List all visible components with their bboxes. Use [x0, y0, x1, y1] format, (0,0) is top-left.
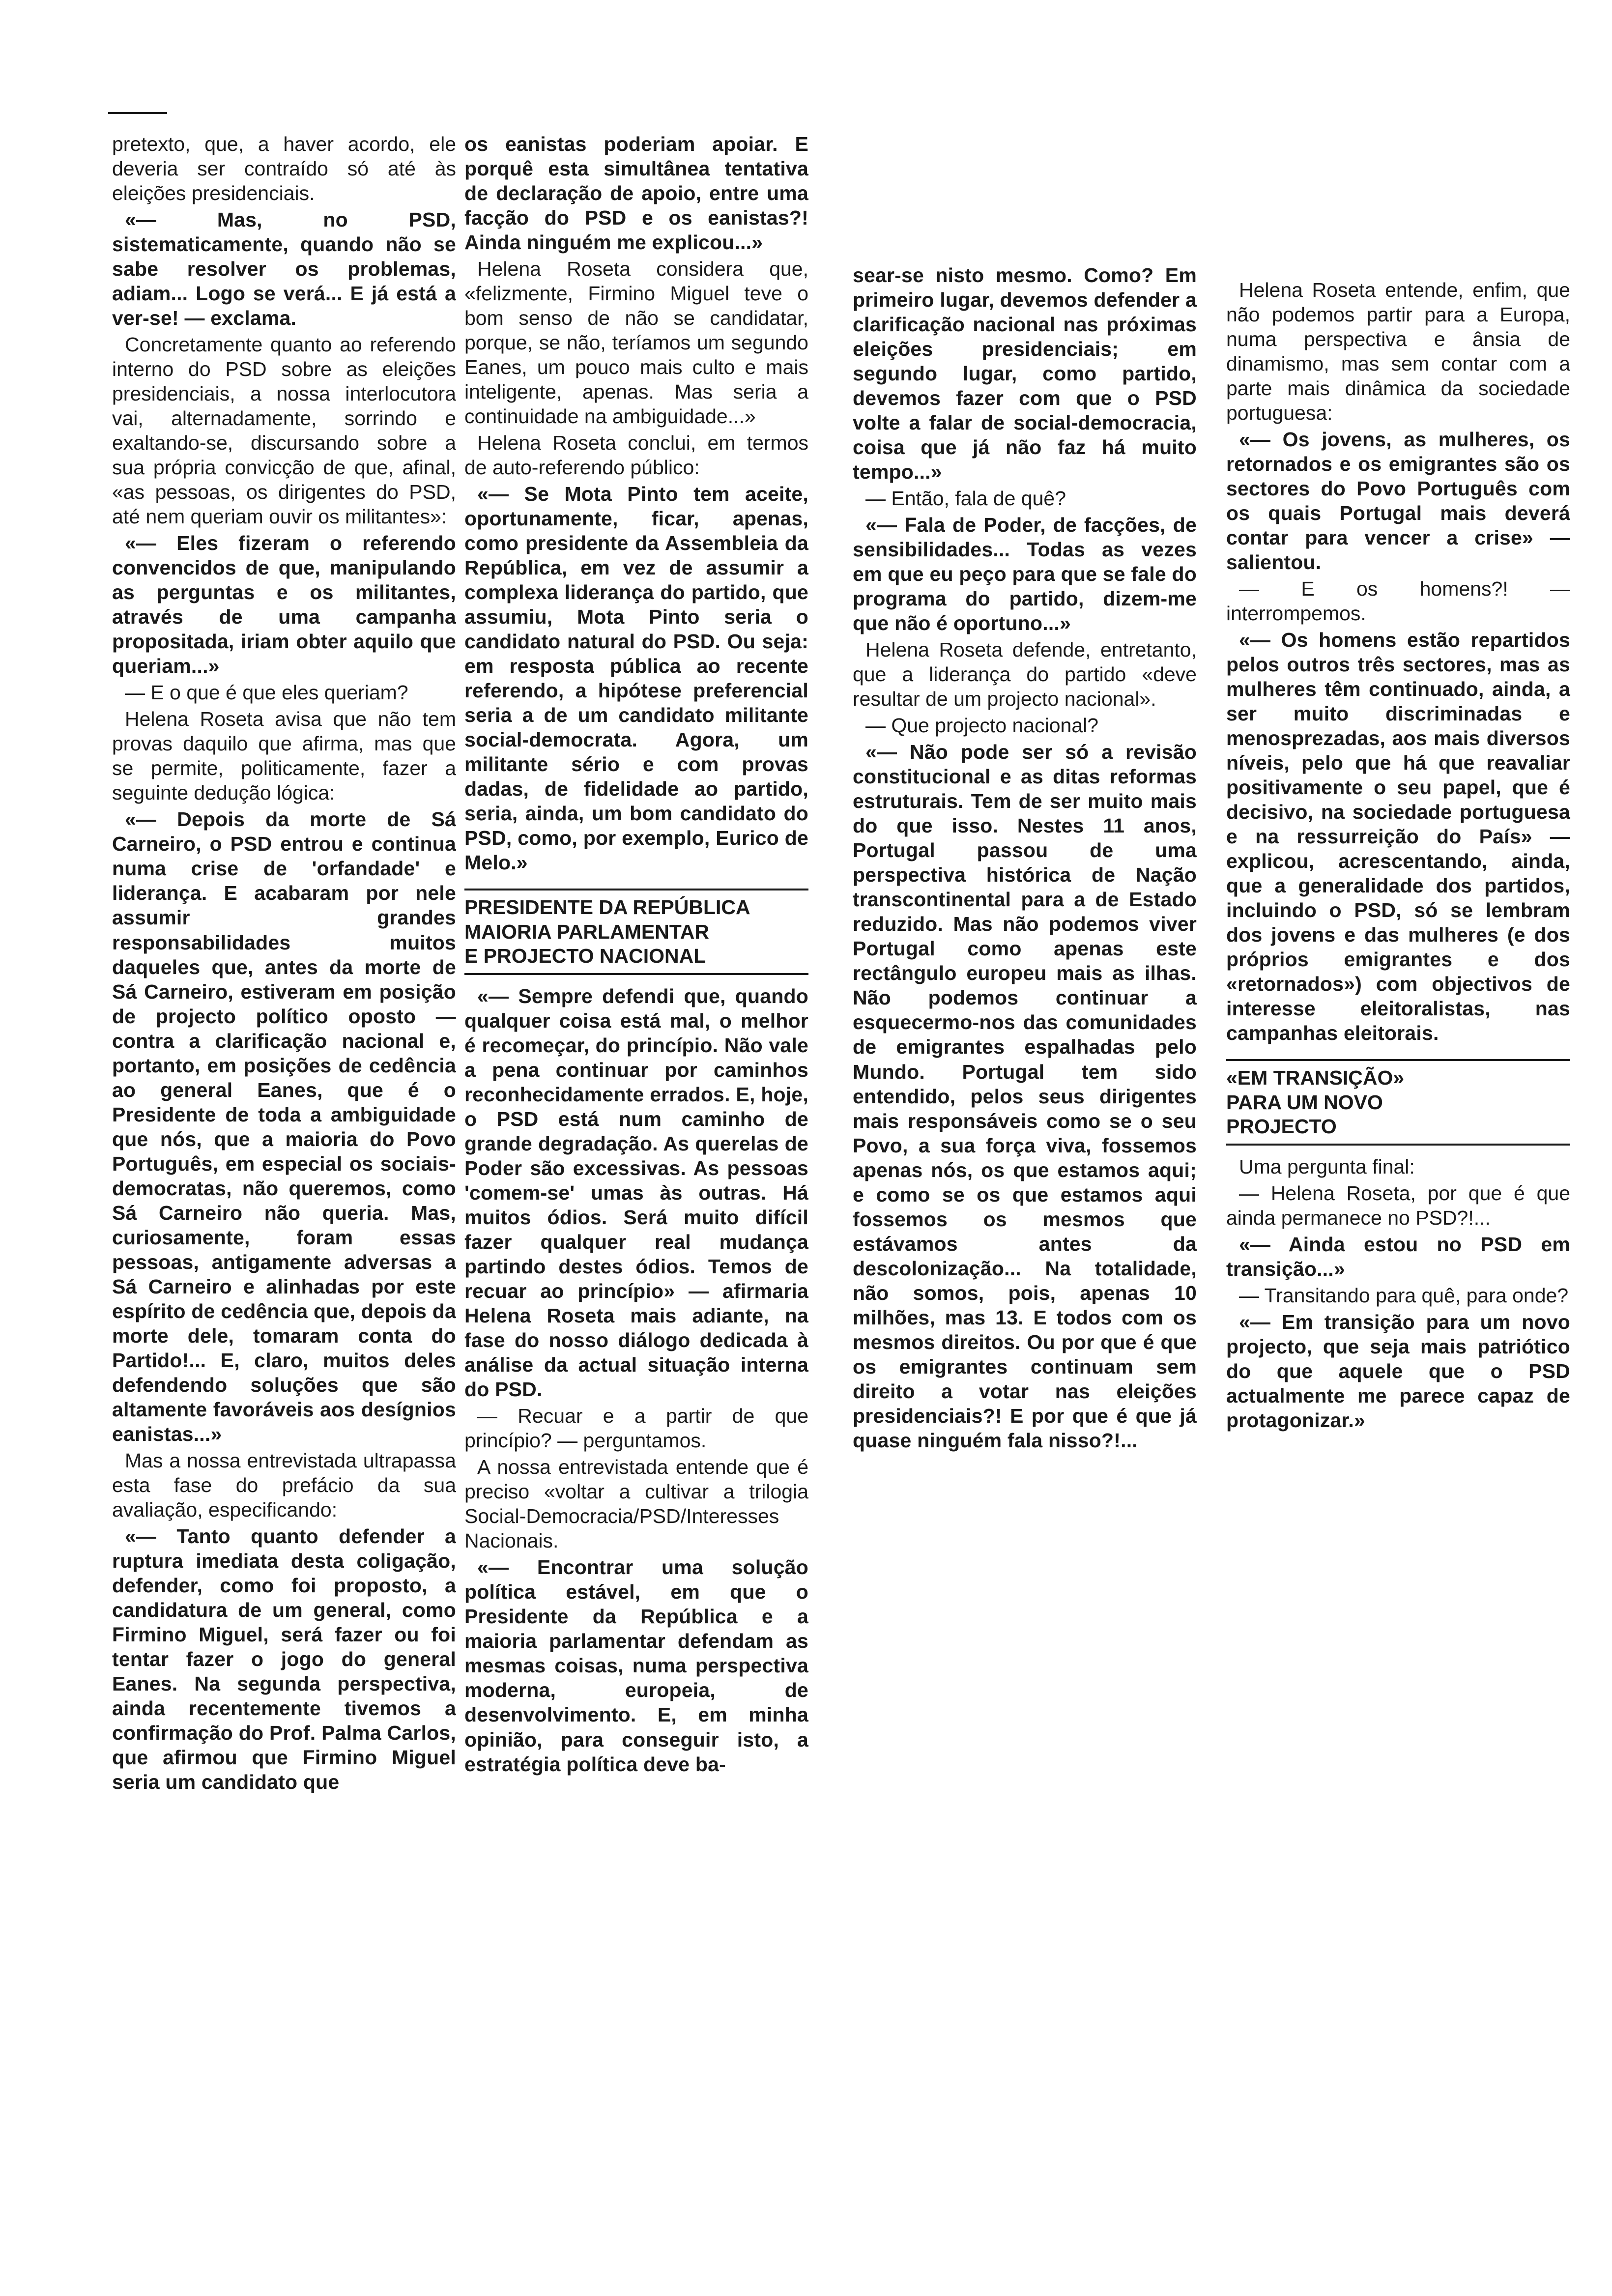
article-column-4 — [1226, 278, 1570, 1435]
c3-paragraph: «— Não pode ser só a revisão constitucional e as ditas reformas estruturais. Tem de ser muito mais do que isso. Nestes 11 anos, Portugal passou de uma perspectiva histórica de Nação transcontinental para a de Estado reduzido. Mas não podemos viver Portugal como apenas este rectângulo europeu mais as ilhas. Não podemos continuar a esquecermo-nos das comunidades de emigrantes espalhadas pelo Mundo. Portugal tem sido entendido, pelos seus dirigentes mais responsáveis como se o seu Povo, a sua força viva, fossemos apenas nós, os que estamos aqui; e como se os que estamos aqui fossemos os mesmos que estávamos antes da descolonização... Na totalidade, não somos, pois, apenas 10 milhões, mas 13. E todos com os mesmos direitos. Ou por que é que os emigrantes continuam sem direito a votar nas eleições presidenciais?! E por que é que já quase ninguém fala nisso?!... — [853, 741, 1197, 1452]
c1-paragraph: «— Eles fizeram o referendo convencidos de que, manipulando as perguntas e os militantes, através de uma campanha propositada, iriam obter aquilo que queriam...» — [112, 532, 456, 678]
c4-paragraph: Uma pergunta final: — [1239, 1155, 1415, 1178]
c1-paragraph: «— Tanto quanto defender a ruptura imediata desta coligação, defender, como foi proposto, a candidatura de um general, como Firmino Miguel, será fazer ou foi tentar fazer o jogo do general Eanes. Na segunda perspectiva, ainda recentemente tivemos a confirmação do Prof. Palma Carlos, que afirmou que Firmino Miguel seria um candidato que — [112, 1524, 456, 1794]
c4-paragraph: «— Os jovens, as mulheres, os retornados e os emigrantes são os sectores do Povo Português com os quais Portugal mais deverá contar para vencer a crise» — salientou. — [1226, 428, 1570, 574]
c2-paragraph: Helena Roseta considera que, «felizmente, Firmino Miguel teve o bom senso de não se candidatar, porque, se não, teríamos um segundo Eanes, um pouco mais culto e mais inteligente, apenas. Mas seria a continuidade na ambiguidade...» — [464, 258, 808, 428]
c4-paragraph: — Transitando para quê, para onde? — [1239, 1284, 1569, 1307]
heading-line: E PROJECTO NACIONAL — [464, 944, 706, 967]
c3-paragraph: Helena Roseta defende, entretanto, que a liderança do partido «deve resultar de um projecto nacional». — [853, 638, 1197, 711]
heading-line: PRESIDENTE DA REPÚBLICA — [464, 896, 750, 919]
heading-line: «EM TRANSIÇÃO» — [1226, 1066, 1405, 1090]
article-column-3 — [853, 263, 1197, 1455]
top-rule — [108, 112, 167, 114]
c2-paragraph: Helena Roseta conclui, em termos de auto-referendo público: — [464, 431, 808, 479]
c4-paragraph: «— Os homens estão repartidos pelos outros três sectores, mas as mulheres têm continuado, ainda, a ser muito discriminadas e menosprezadas, aos mais diversos níveis, pelo que há que reavaliar positivamente o seu papel, que é decisivo, na sociedade portuguesa e na ressurreição do País» — explicou, acrescentando, ainda, que a generalidade dos partidos, incluindo o PSD, só se lembram dos jovens e das mulheres (e dos próprios emigrantes e dos «retornados») com objectivos de interesse eleitoralistas, nas campanhas eleitorais. — [1226, 629, 1570, 1045]
c4-paragraph: — Helena Roseta, por que é que ainda permanece no PSD?!... — [1226, 1182, 1570, 1230]
c4-paragraph: — E os homens?! — interrompemos. — [1226, 577, 1570, 625]
c3-paragraph: «— Fala de Poder, de facções, de sensibilidades... Todas as vezes em que eu peço para que se fale do programa do partido, dizem-me que não é oportuno...» — [853, 514, 1197, 635]
c3-paragraph: — Então, fala de quê? — [865, 487, 1066, 510]
c4-paragraph: «— Ainda estou no PSD em transição...» — [1226, 1233, 1570, 1281]
c1-paragraph: Concretamente quanto ao referendo interno do PSD sobre as eleições presidenciais, a nossa interlocutora vai, alternadamente, sorrindo e exaltando-se, discursando sobre a sua própria convicção de que, afinal, «as pessoas, os dirigentes do PSD, até nem queriam ouvir os militantes»: — [112, 333, 456, 528]
article-column-1 — [112, 132, 456, 1796]
c2-paragraph: «— Encontrar uma solução política estável, em que o Presidente da República e a maioria parlamentar defendam as mesmas coisas, numa perspectiva moderna, europeia, de desenvolvimento. E, em minha opinião, para conseguir isto, a estratégia política deve ba- — [464, 1556, 808, 1776]
c2-paragraph: os eanistas poderiam apoiar. E porquê esta simultânea tentativa de declaração de apoio, entre uma facção do PSD e os eanistas?! Ainda ninguém me explicou...» — [464, 133, 808, 254]
c2-paragraph: A nossa entrevistada entende que é preciso «voltar a cultivar a trilogia Social-Democracia/PSD/Interesses Nacionais. — [464, 1456, 808, 1552]
c2-paragraph: — Recuar e a partir de que princípio? — perguntamos. — [464, 1405, 808, 1452]
article-column-2 — [464, 132, 808, 1779]
section-heading-presidente — [464, 889, 808, 975]
c4-paragraph: Helena Roseta entende, enfim, que não podemos partir para a Europa, numa perspectiva e ânsia de dinamismo, mas sem contar com a parte mais dinâmica da sociedade portuguesa: — [1226, 279, 1570, 425]
c1-paragraph: — E o que é que eles queriam? — [125, 681, 408, 704]
c1-paragraph: pretexto, que, a haver acordo, ele deveria ser contraído só até às eleições presidenciais. — [112, 133, 456, 205]
c2-paragraph: «— Sempre defendi que, quando qualquer coisa está mal, o melhor é recomeçar, do princípio. Não vale a pena continuar por caminhos reconhecidamente errados. E, hoje, o PSD está num caminho de grande degradação. As querelas de Poder são excessivas. As pessoas 'comem-se' umas às outras. Há muitos ódios. Será muito difícil fazer qualquer real mudança partindo destes ódios. Temos de recuar ao princípio» — afirmaria Helena Roseta mais adiante, na fase do nosso diálogo dedicada à análise da actual situação interna do PSD. — [464, 985, 808, 1401]
c4-paragraph: «— Em transição para um novo projecto, que seja mais patriótico do que aquele que o PSD actualmente me parece capaz de protagonizar.» — [1226, 1311, 1570, 1432]
c3-paragraph: sear-se nisto mesmo. Como? Em primeiro lugar, devemos defender a clarificação nacional nas próximas eleições presidenciais; em segundo lugar, como partido, devemos fazer com que o PSD volte a falar de social-democracia, coisa que já não faz há muito tempo...» — [853, 264, 1197, 484]
c1-paragraph: Helena Roseta avisa que não tem provas daquilo que afirma, mas que se permite, politicamente, fazer a seguinte dedução lógica: — [112, 708, 456, 804]
heading-line: MAIORIA PARLAMENTAR — [464, 920, 710, 943]
c3-paragraph: — Que projecto nacional? — [865, 714, 1099, 737]
c2-paragraph: «— Se Mota Pinto tem aceite, oportunamente, ficar, apenas, como presidente da Assembleia da República, em vez de assumir a complexa liderança do partido, que assumiu, Mota Pinto seria o candidato natural do PSD. Ou seja: em resposta pública ao recente referendo, a hipótese preferencial seria a de um candidato militante social-democrata. Agora, um militante sério e com provas dadas, de fidelidade ao partido, seria, ainda, um bom candidato do PSD, como, por exemplo, Eurico de Melo.» — [464, 483, 808, 874]
heading-line: PROJECTO — [1226, 1115, 1337, 1138]
c1-paragraph: «— Depois da morte de Sá Carneiro, o PSD entrou e continua numa crise de 'orfandade' e liderança. E acabaram por nele assumir grandes responsabilidades muitos daqueles que, antes da morte de Sá Carneiro, estiveram em posição de projecto político oposto — contra a clarificação nacional e, portanto, em posições de cedência ao general Eanes, que é o Presidente de toda a ambiguidade que nós, que a maioria do Povo Português, em especial os sociais-democratas, não queremos, como Sá Carneiro não queria. Mas, curiosamente, foram essas pessoas, antigamente adversas a Sá Carneiro e alinhadas por este espírito de cedência que, depois da morte dele, tomaram conta do Partido!... E, claro, muitos deles defendendo soluções que são altamente favoráveis aos desígnios eanistas...» — [112, 808, 456, 1445]
section-heading-transicao — [1226, 1059, 1570, 1146]
c1-paragraph: «— Mas, no PSD, sistematicamente, quando não se sabe resolver os problemas, adiam... Logo se verá... E já está a ver-se! — exclama. — [112, 208, 456, 330]
heading-line: PARA UM NOVO — [1226, 1091, 1383, 1114]
c1-paragraph: Mas a nossa entrevistada ultrapassa esta fase do prefácio da sua avaliação, especificando: — [112, 1449, 456, 1521]
